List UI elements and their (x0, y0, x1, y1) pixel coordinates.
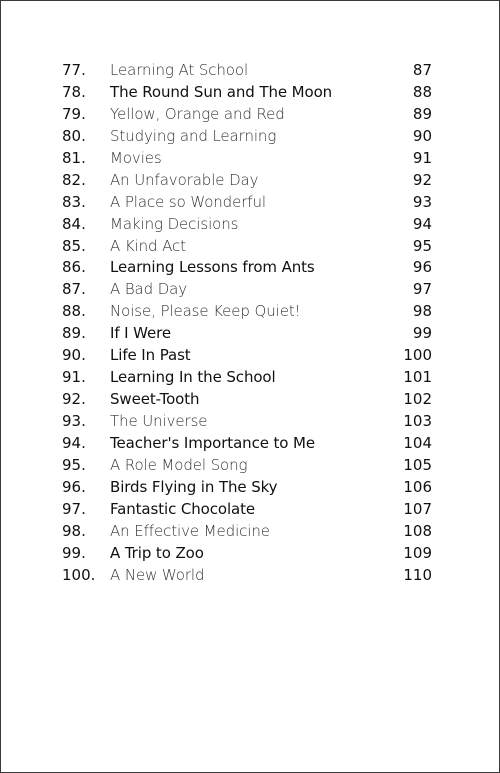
toc-entry (62, 499, 432, 521)
toc-entry (62, 214, 432, 236)
toc-entry-page-number: 93 (412, 192, 432, 211)
toc-entry-number: 98. (62, 521, 86, 540)
toc-entry (62, 323, 432, 345)
toc-entry (62, 279, 432, 301)
toc-entry-number: 77. (62, 61, 86, 79)
toc-entry-page-number: 94 (412, 214, 432, 233)
toc-entry-title: Making Decisions (110, 214, 239, 233)
toc-entry-title: A Kind Act (110, 236, 186, 255)
toc-entry (62, 521, 432, 543)
toc-entry-number: 83. (62, 192, 86, 211)
toc-entry-page-number: 109 (403, 543, 432, 562)
toc-entry (62, 389, 432, 411)
toc-entry-number: 87. (62, 280, 86, 299)
toc-entry-number: 81. (62, 148, 86, 167)
toc-entry-title: Studying and Learning (110, 126, 277, 145)
toc-entry-title: An Effective Medicine (110, 521, 270, 540)
toc-entry-page-number: 88 (412, 82, 432, 101)
toc-entry-number: 85. (62, 236, 86, 255)
toc-entry-number: 90. (62, 346, 86, 365)
toc-entry (62, 192, 432, 214)
toc-entry (62, 126, 432, 148)
toc-entry-title: Learning In the School (110, 368, 276, 387)
toc-entry-title: If I Were (110, 324, 172, 343)
toc-entry (62, 170, 432, 192)
toc-entry-page-number: 100 (403, 346, 432, 365)
toc-entry (62, 104, 432, 126)
toc-entry-title: Birds Flying in The Sky (110, 477, 278, 496)
toc-entry-title: A Place so Wonderful (110, 192, 266, 211)
toc-entry-page-number: 102 (403, 390, 432, 409)
toc-entry-page-number: 97 (412, 280, 432, 299)
toc-entry-page-number: 108 (403, 521, 432, 540)
toc-entry (62, 455, 432, 477)
toc-entry-number: 99. (62, 543, 86, 562)
toc-entry-title: An Unfavorable Day (110, 170, 259, 189)
toc-entry-title: Sweet-Tooth (110, 390, 200, 409)
toc-entry-number: 92. (62, 390, 86, 409)
toc-entry-number: 80. (62, 126, 86, 145)
toc-entry-page-number: 106 (403, 477, 432, 496)
toc-entry (62, 345, 432, 367)
toc-entry-number: 82. (62, 170, 86, 189)
toc-entry-page-number: 110 (403, 565, 432, 584)
toc-entry-title: Life In Past (110, 346, 191, 365)
toc-entry (62, 411, 432, 433)
toc-entry-number: 94. (62, 433, 86, 452)
toc-entry-number: 100. (62, 565, 96, 584)
toc-entry-page-number: 95 (412, 236, 432, 255)
toc-entry (62, 257, 432, 279)
toc-entry-title: The Universe (110, 412, 208, 430)
table-of-contents (62, 60, 432, 587)
toc-entry-number: 84. (62, 214, 86, 233)
toc-entry-title: Noise, Please Keep Quiet! (110, 302, 301, 321)
toc-entry-page-number: 92 (412, 170, 432, 189)
toc-entry-page-number: 103 (403, 412, 432, 430)
toc-entry (62, 367, 432, 389)
toc-entry-page-number: 99 (412, 324, 432, 343)
toc-entry-number: 96. (62, 477, 86, 496)
toc-entry-page-number: 89 (412, 104, 432, 123)
toc-entry-number: 88. (62, 302, 86, 321)
toc-entry-page-number: 105 (403, 455, 432, 474)
toc-entry-page-number: 96 (412, 258, 432, 277)
toc-entry-number: 89. (62, 324, 86, 343)
toc-entry-title: Fantastic Chocolate (110, 499, 256, 518)
toc-entry (62, 236, 432, 258)
toc-entry-number: 78. (62, 82, 86, 101)
toc-entry (62, 60, 432, 82)
toc-entry (62, 301, 432, 323)
toc-entry-page-number: 107 (403, 499, 432, 518)
toc-entry-title: A Role Model Song (110, 455, 248, 474)
toc-entry-title: Learning At School (110, 61, 249, 79)
toc-entry-title: A Trip to Zoo (110, 543, 204, 562)
toc-entry-title: The Round Sun and The Moon (110, 82, 333, 101)
toc-entry-title: Movies (110, 148, 162, 167)
toc-entry-page-number: 91 (412, 148, 432, 167)
toc-entry-title: A New World (110, 565, 205, 584)
toc-entry-number: 93. (62, 412, 86, 430)
toc-entry (62, 148, 432, 170)
toc-entry-title: A Bad Day (110, 280, 188, 299)
toc-entry (62, 565, 432, 587)
toc-entry-number: 91. (62, 368, 86, 387)
toc-entry-title: Learning Lessons from Ants (110, 258, 315, 277)
toc-entry (62, 477, 432, 499)
toc-entry-number: 79. (62, 104, 86, 123)
toc-entry-number: 95. (62, 455, 86, 474)
toc-entry-page-number: 101 (403, 368, 432, 387)
toc-entry-page-number: 104 (403, 433, 432, 452)
toc-entry (62, 543, 432, 565)
toc-entry-number: 97. (62, 499, 86, 518)
toc-entry-title: Teacher's Importance to Me (110, 433, 316, 452)
toc-entry-number: 86. (62, 258, 86, 277)
toc-entry-page-number: 87 (412, 61, 432, 79)
toc-entry-title: Yellow, Orange and Red (110, 104, 285, 123)
toc-entry-page-number: 98 (412, 302, 432, 321)
toc-entry-page-number: 90 (412, 126, 432, 145)
toc-entry (62, 433, 432, 455)
toc-entry (62, 82, 432, 104)
